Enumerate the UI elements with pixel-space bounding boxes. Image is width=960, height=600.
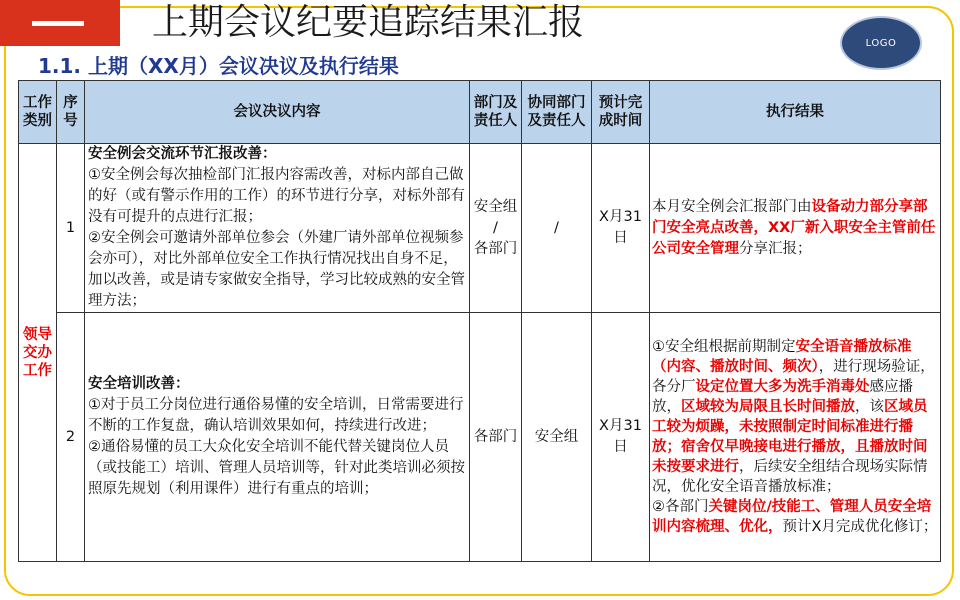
co-dept-cell: /: [522, 144, 592, 313]
result-highlight: 安全语音播放标准（内容、播放时间、频次）: [652, 339, 912, 375]
due-cell: X月31日: [592, 313, 650, 562]
due-cell: X月31日: [592, 144, 650, 313]
header-result: 执行结果: [650, 81, 941, 144]
table-header-row: [19, 81, 941, 144]
content-title: 安全例会交流环节汇报改善：: [88, 146, 277, 162]
result-cell: [650, 144, 941, 313]
meeting-table: [18, 80, 941, 562]
table-row: [19, 144, 941, 313]
header-co-dept: 协同部门及责任人: [522, 81, 592, 144]
result-text: ②各部门: [652, 499, 709, 515]
result-text: 预计X月完成优化修订；: [782, 519, 938, 535]
co-dept-cell: 安全组: [522, 313, 592, 562]
result-text: 感应播放，: [652, 379, 913, 415]
table-row: [19, 313, 941, 562]
result-cell: [650, 313, 941, 562]
result-text: ，该: [855, 399, 884, 415]
seq-cell: 2: [57, 313, 85, 562]
title-accent-tab: [0, 0, 120, 46]
result-highlight: 设备动力部分享部门安全亮点改善，XX厂新入职安全主管前任公司安全管理: [652, 198, 936, 257]
result-text: 分享汇报；: [739, 240, 812, 257]
page-title: 上期会议纪要追踪结果汇报: [152, 2, 585, 43]
result-text: 本月安全例会汇报部门由: [652, 198, 812, 215]
result-highlight: 设定位置大多为洗手消毒处: [695, 379, 870, 395]
result-highlight: 区域员工较为烦躁，未按照制定时间标准进行播放；宿舍仅早晚接电进行播放，且播放时间未按要求进行: [652, 399, 928, 475]
section-subtitle: 1.1. 上期（XX月）会议决议及执行结果: [38, 54, 399, 78]
logo: LOGO: [840, 16, 922, 70]
header-dept: 部门及责任人: [470, 81, 522, 144]
content-cell: [85, 144, 470, 313]
content-title: 安全培训改善：: [88, 376, 190, 392]
header-category: 工作类别: [19, 81, 57, 144]
result-highlight: 区域较为局限且长时间播放: [681, 399, 855, 415]
category-cell: 领导交办工作: [19, 144, 57, 562]
dept-cell: 各部门: [470, 313, 522, 562]
header-content: 会议决议内容: [85, 81, 470, 144]
content-cell: [85, 313, 470, 562]
header-seq: 序号: [57, 81, 85, 144]
content-body: ①安全例会每次抽检部门汇报内容需改善，对标内部自己做的好（或有警示作用的工作）的环节进行分享，对标外部有没有可提升的点进行汇报； ②安全例会可邀请外部单位参会（外建厂请外部单位视频参会亦可），对比外部单位安全工作执行情况找出自身不足，加以改善，或是请专家做安全指导，学习比较成熟的安全管理方法；: [88, 167, 465, 309]
result-text: ①安全组根据前期制定: [652, 339, 796, 355]
result-text: ，后续安全组结合现场实际情况，优化安全语音播放标准；: [652, 459, 928, 495]
dash-icon: [32, 21, 84, 26]
result-text: ，进行现场验证，各分厂: [652, 359, 935, 395]
result-highlight: 关键岗位/技能工、管理人员安全培训内容梳理、优化，: [652, 499, 932, 535]
header-due: 预计完成时间: [592, 81, 650, 144]
seq-cell: 1: [57, 144, 85, 313]
dept-cell: 安全组 / 各部门: [470, 144, 522, 313]
content-body: ①对于员工分岗位进行通俗易懂的安全培训，日常需要进行不断的工作复盘，确认培训效果如何，持续进行改进； ②通俗易懂的员工大众化安全培训不能代替关键岗位人员（或技能工）培训、管理人员培训等，针对此类培训必须按照原先规划（利用课件）进行有重点的培训；: [88, 397, 465, 497]
